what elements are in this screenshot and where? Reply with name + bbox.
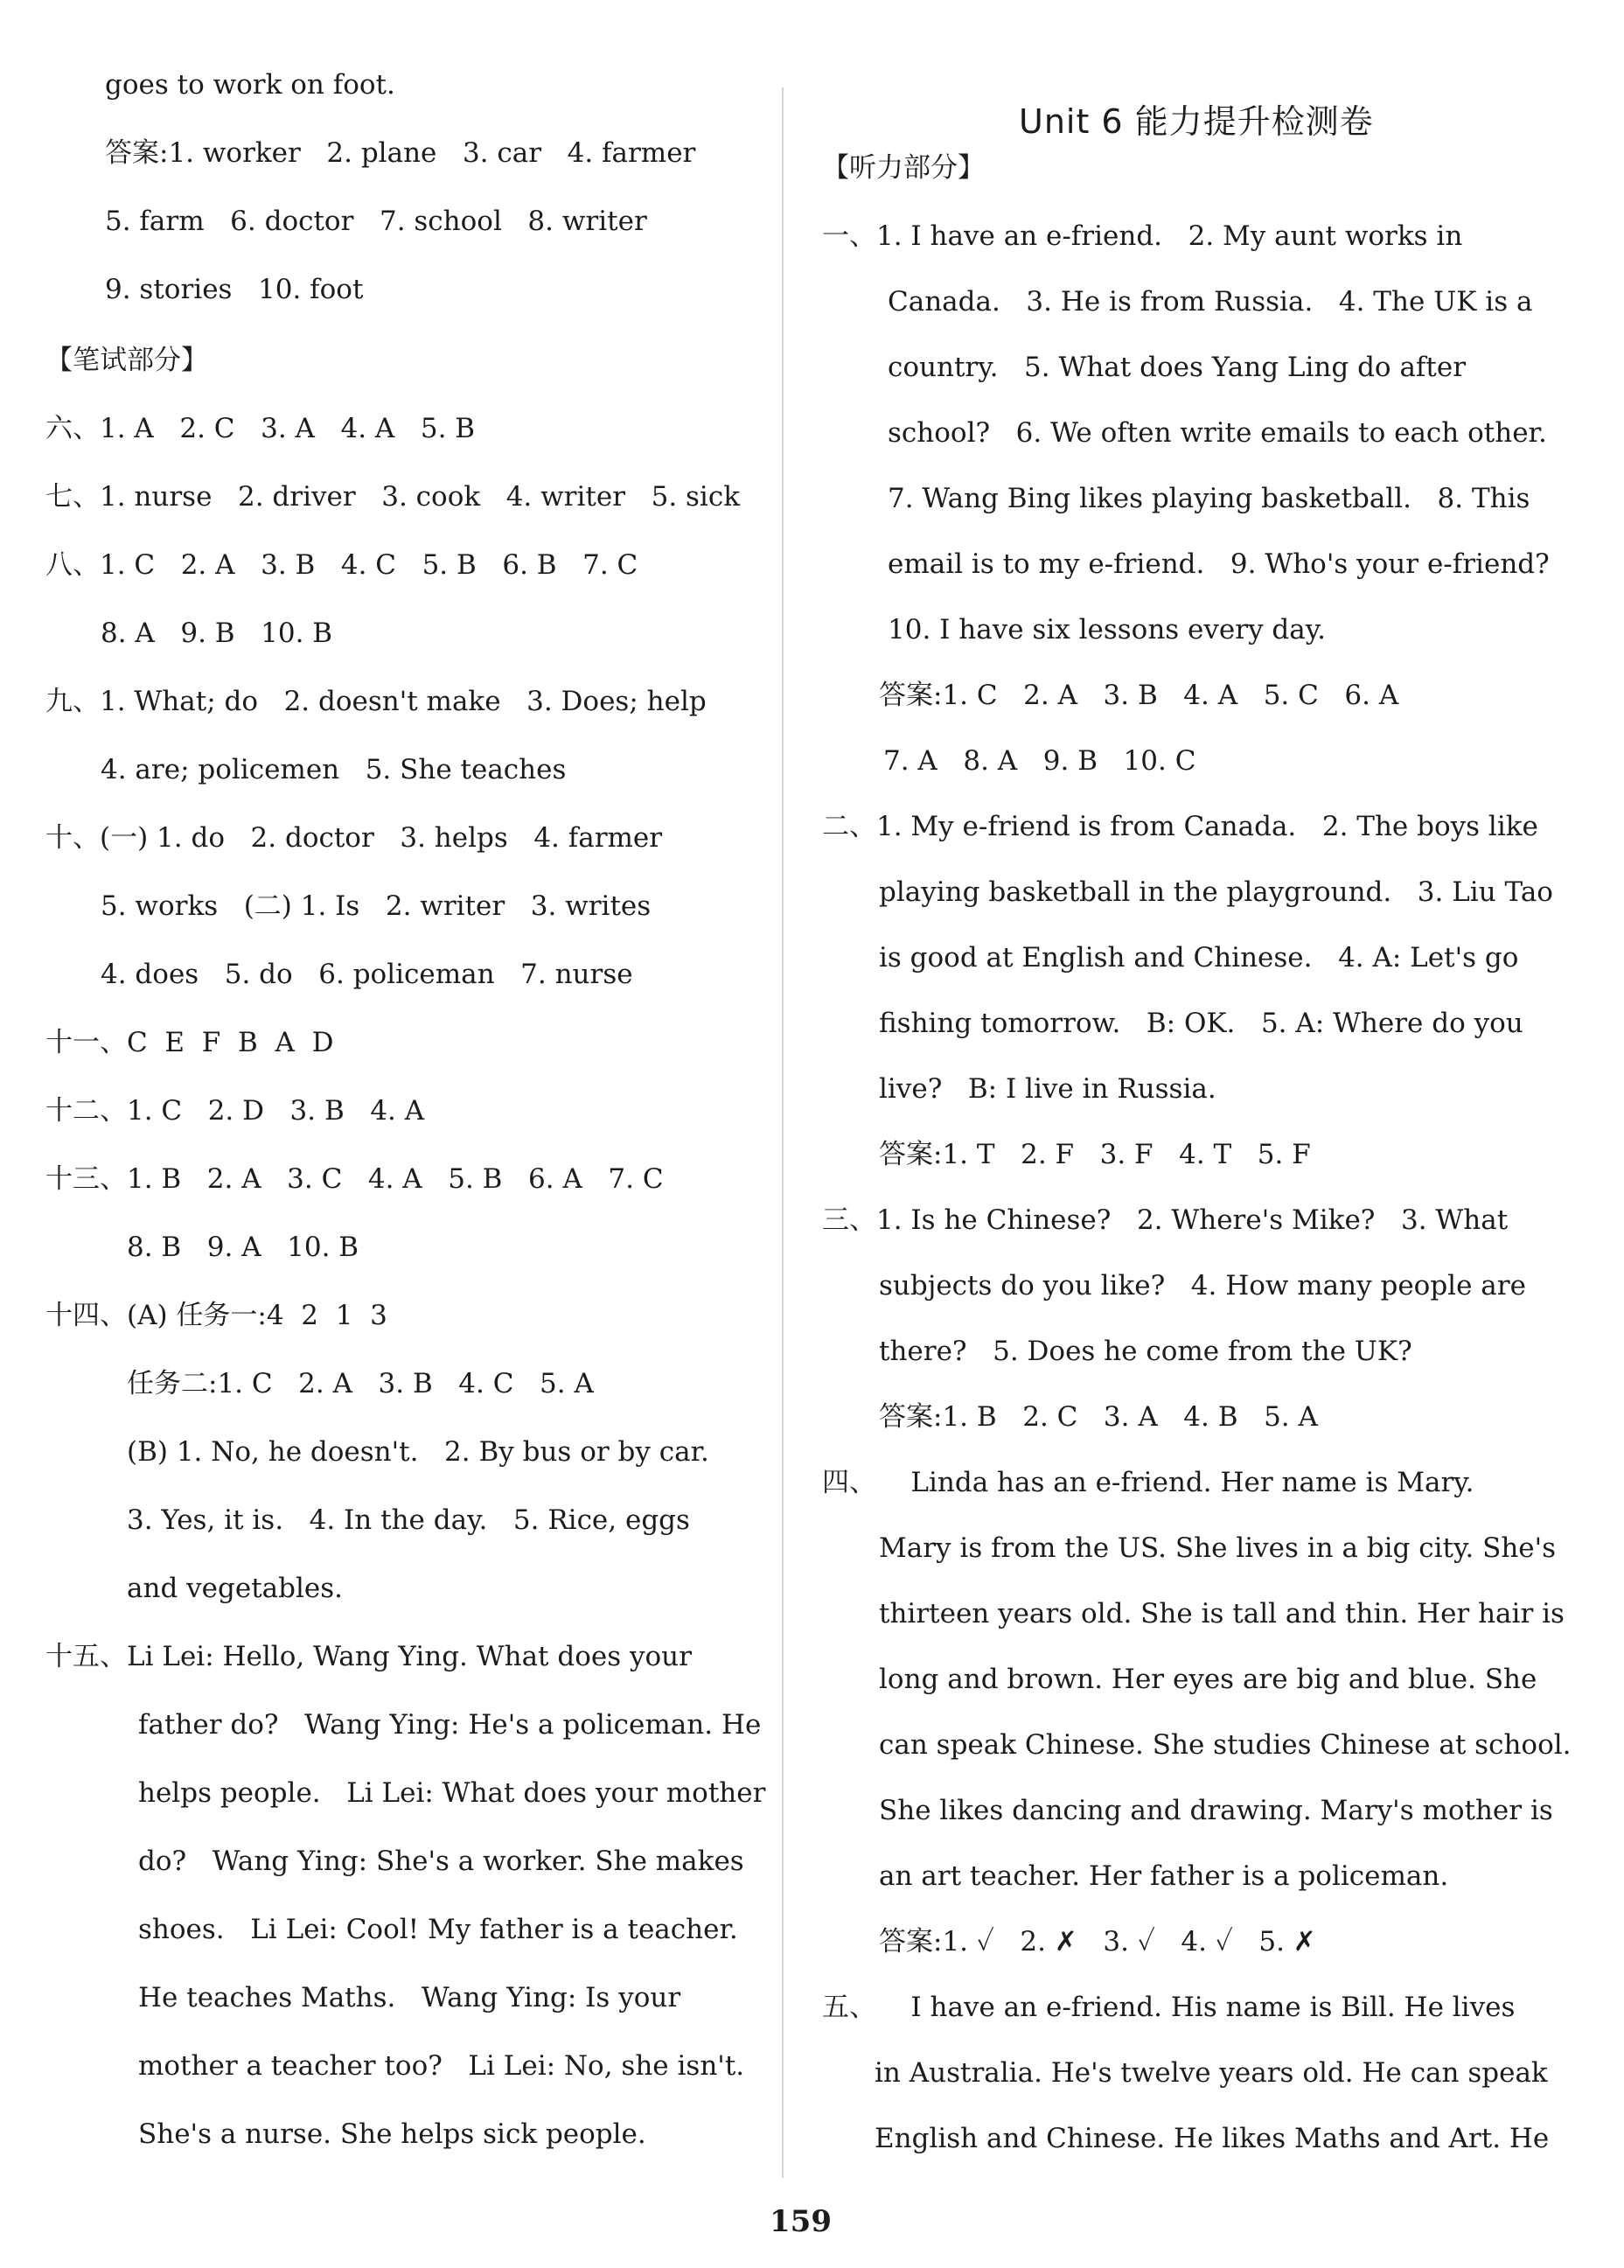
right-lines-line: 7. A 8. A 9. B 10. C: [883, 745, 1196, 777]
right-lines-line: long and brown. Her eyes are big and blue. She: [879, 1664, 1537, 1695]
right-lines-line: She likes dancing and drawing. Mary's mother is: [879, 1795, 1553, 1826]
right-lines-line: email is to my e-friend. 9. Who's your e-friend?: [888, 548, 1550, 580]
right-lines-line: 【听力部分】: [822, 152, 985, 184]
right-lines-line: subjects do you like? 4. How many people are: [879, 1270, 1526, 1301]
left-lines-line: 9. stories 10. foot: [105, 274, 364, 305]
left-lines-line: (B) 1. No, he doesn't. 2. By bus or by car.: [127, 1436, 709, 1468]
right-lines-line: 二、1. My e-friend is from Canada. 2. The boys like: [822, 811, 1538, 842]
left-lines-line: 任务二:1. C 2. A 3. B 4. C 5. A: [127, 1368, 594, 1399]
right-lines-line: school? 6. We often write emails to each other.: [888, 417, 1547, 449]
left-lines-line: 九、1. What; do 2. doesn't make 3. Does; help: [45, 686, 707, 717]
left-lines-line: He teaches Maths. Wang Ying: Is your: [138, 1982, 681, 2013]
left-lines-line: 十二、1. C 2. D 3. B 4. A: [45, 1095, 425, 1127]
left-lines-line: 七、1. nurse 2. driver 3. cook 4. writer 5. sick: [45, 481, 740, 513]
right-lines-line: 答案:1. C 2. A 3. B 4. A 5. C 6. A: [879, 680, 1399, 711]
left-lines-line: 十一、C E F B A D: [45, 1027, 334, 1058]
left-lines-line: shoes. Li Lei: Cool! My father is a teacher.: [138, 1914, 738, 1945]
right-lines-line: 答案:1. B 2. C 3. A 4. B 5. A: [879, 1401, 1318, 1433]
left-lines-line: 5. works (二) 1. Is 2. writer 3. writes: [101, 890, 652, 922]
right-lines-line: 一、1. I have an e-friend. 2. My aunt works in: [822, 220, 1463, 252]
left-lines-line: mother a teacher too? Li Lei: No, she isn't.: [138, 2050, 745, 2082]
right-lines-line: Mary is from the US. She lives in a big city. She's: [879, 1532, 1557, 1564]
left-lines-line: 5. farm 6. doctor 7. school 8. writer: [105, 206, 647, 237]
right-lines-line: can speak Chinese. She studies Chinese at school.: [879, 1729, 1572, 1761]
right-lines-line: live? B: I live in Russia.: [879, 1073, 1216, 1105]
left-lines-line: 六、1. A 2. C 3. A 4. A 5. B: [45, 413, 476, 444]
left-lines-line: 3. Yes, it is. 4. In the day. 5. Rice, eggs: [127, 1504, 690, 1536]
left-lines-line: 4. are; policemen 5. She teaches: [101, 754, 567, 785]
unit-6-title: Unit 6 能力提升检测卷: [1019, 102, 1374, 141]
left-lines-line: goes to work on foot.: [105, 69, 395, 101]
column-divider: [782, 87, 784, 2178]
right-lines-line: fishing tomorrow. B: OK. 5. A: Where do you: [879, 1008, 1523, 1039]
right-lines-line: is good at English and Chinese. 4. A: Let's go: [879, 942, 1519, 973]
right-lines-line: country. 5. What does Yang Ling do after: [888, 352, 1467, 383]
right-lines-line: 三、1. Is he Chinese? 2. Where's Mike? 3. What: [822, 1204, 1509, 1236]
left-lines-line: father do? Wang Ying: He's a policeman. He: [138, 1709, 762, 1741]
left-lines-line: 十三、1. B 2. A 3. C 4. A 5. B 6. A 7. C: [45, 1163, 664, 1195]
right-lines-line: English and Chinese. He likes Maths and Art. He: [875, 2123, 1550, 2154]
right-lines-line: 答案:1. T 2. F 3. F 4. T 5. F: [879, 1139, 1311, 1170]
right-lines-line: 答案:1. ✓ 2. ✗ 3. ✓ 4. ✓ 5. ✗: [879, 1926, 1316, 1957]
right-lines-line: thirteen years old. She is tall and thin. Her hair is: [879, 1598, 1565, 1629]
right-lines-line: 四、 Linda has an e-friend. Her name is Mary.: [822, 1467, 1474, 1498]
left-lines-line: 十四、(A) 任务一:4 2 1 3: [45, 1300, 387, 1331]
right-lines-line: there? 5. Does he come from the UK?: [879, 1336, 1412, 1367]
left-lines-line: and vegetables.: [127, 1573, 344, 1604]
page-number: 159: [770, 2204, 832, 2239]
left-lines-line: 十五、Li Lei: Hello, Wang Ying. What does your: [45, 1641, 692, 1672]
right-lines-line: an art teacher. Her father is a policeman.: [879, 1860, 1449, 1892]
right-lines-line: 7. Wang Bing likes playing basketball. 8. This: [888, 483, 1530, 514]
left-lines-line: do? Wang Ying: She's a worker. She makes: [138, 1846, 744, 1877]
left-lines-line: 8. A 9. B 10. B: [101, 618, 333, 649]
left-lines-line: 答案:1. worker 2. plane 3. car 4. farmer: [105, 137, 696, 169]
left-lines-line: 【笔试部分】: [45, 345, 208, 376]
left-lines-line: helps people. Li Lei: What does your mother: [138, 1777, 766, 1809]
left-lines-line: 4. does 5. do 6. policeman 7. nurse: [101, 959, 633, 990]
right-lines-line: Canada. 3. He is from Russia. 4. The UK is a: [888, 286, 1533, 318]
left-lines-line: 八、1. C 2. A 3. B 4. C 5. B 6. B 7. C: [45, 549, 638, 581]
left-lines-line: 十、(一) 1. do 2. doctor 3. helps 4. farmer: [45, 822, 663, 854]
right-lines-line: playing basketball in the playground. 3. Liu Tao: [879, 876, 1553, 908]
right-lines-line: in Australia. He's twelve years old. He can speak: [875, 2057, 1548, 2089]
left-lines-line: 8. B 9. A 10. B: [127, 1232, 359, 1263]
left-lines-line: She's a nurse. She helps sick people.: [138, 2118, 646, 2150]
right-lines-line: 10. I have six lessons every day.: [888, 614, 1327, 646]
right-lines-line: 五、 I have an e-friend. His name is Bill. He lives: [822, 1992, 1516, 2023]
